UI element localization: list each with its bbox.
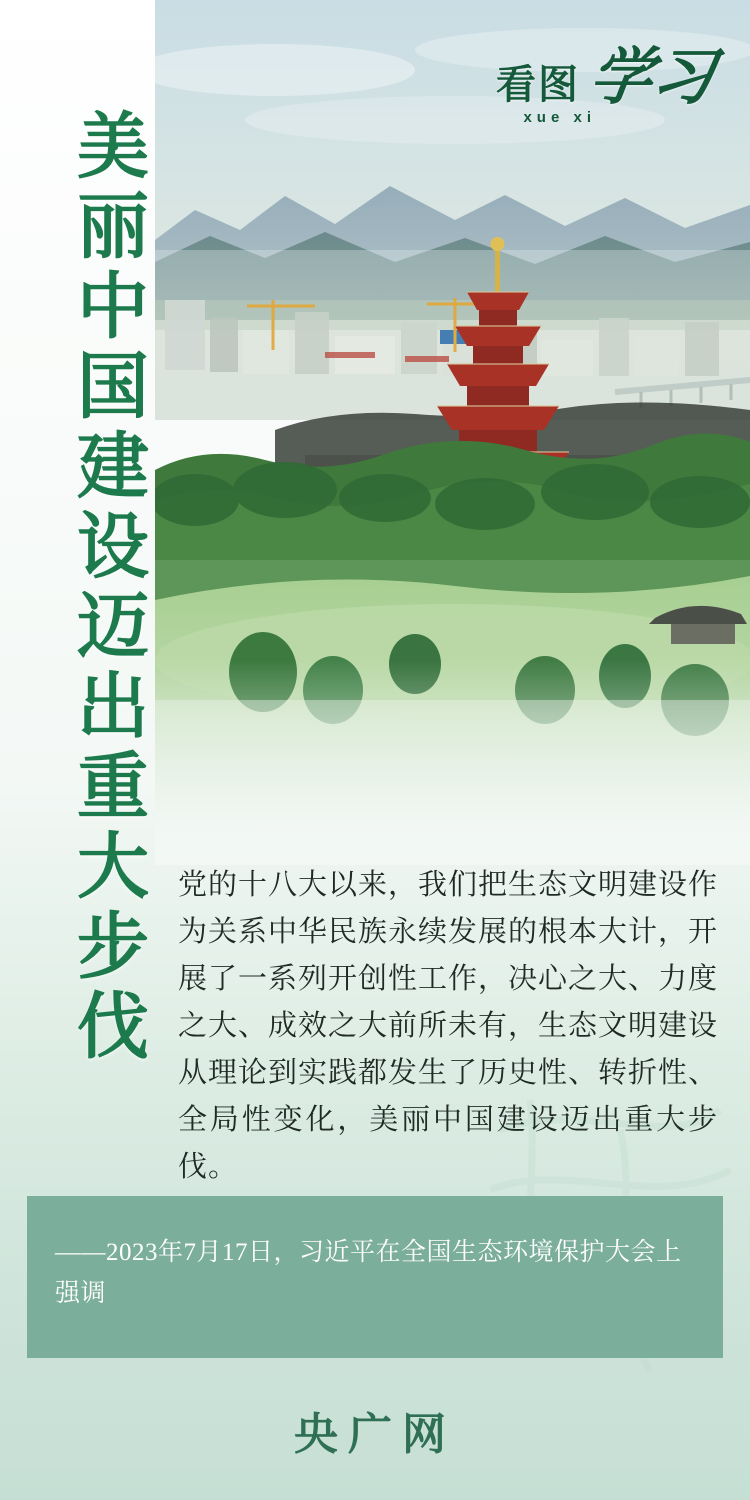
brand-logo [495,44,719,126]
brand-logo-row [495,44,719,112]
brand-logo-pinyin: xue xi [523,108,596,126]
brand-logo-main: 看图 [495,61,580,107]
hero-photo [155,0,750,860]
page-title: 美丽中国建设迈出重大步伐 [66,108,146,1068]
source-attribution: ——2023年7月17日，习近平在全国生态环境保护大会上强调 [55,1239,682,1308]
quote-paragraph: 党的十八大以来，我们把生态文明建设作为关系中华民族永续发展的根本大计，开展了一系列开创性工作，决心之大、力度之大、成效之大前所未有，生态文明建设从理论到实践都发生了历史性、转折性、全局性变化，美丽中国建设迈出重大步伐。 [178,869,719,1183]
hero-photo-illustration [155,0,750,860]
footer-site-logo: 央广网 [294,1410,456,1459]
brand-logo-script: 学习 [585,44,719,112]
